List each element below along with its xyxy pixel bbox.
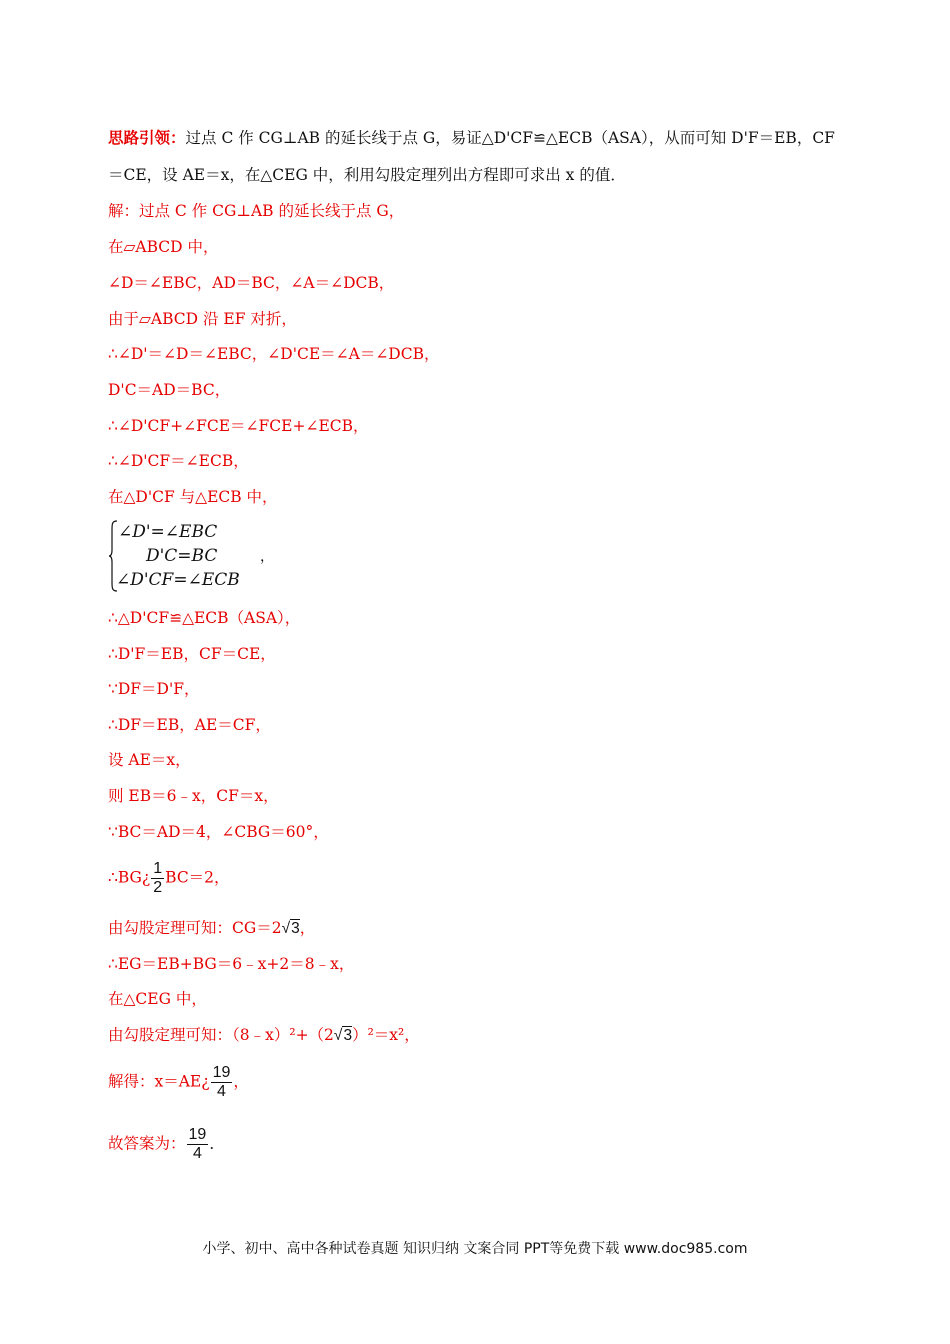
result-prefix: 解得：x＝AE¿ [108, 1072, 210, 1091]
fraction-denominator: 4 [192, 1145, 202, 1162]
solution-line-8: ∴∠D'CF＝∠ECB， [108, 452, 249, 470]
fraction-one-half [151, 860, 164, 897]
sqrt-icon: √3 [333, 1027, 353, 1044]
solution-line-19: ∴EG＝EB+BG＝6﹣x+2＝8﹣x， [108, 955, 355, 973]
solution-line-21 [108, 1025, 420, 1046]
solution-line-5: ∴∠D'＝∠D＝∠EBC，∠D'CE＝∠A＝∠DCB， [108, 345, 440, 363]
fraction-numerator: 1 [153, 860, 163, 877]
answer-line [108, 1126, 225, 1163]
page-footer: 小学、初中、高中各种试卷真题 知识归纳 文案合同 PPT等免费下载 www.doc985.com [202, 1241, 748, 1257]
hint-line-1 [108, 128, 835, 148]
solution-line-18 [108, 918, 315, 939]
solution-line-4: 由于▱ABCD 沿 EF 对折， [108, 310, 297, 328]
fraction-numerator: 19 [212, 1064, 231, 1081]
solution-line-17 [108, 860, 230, 897]
radicand: 3 [343, 1027, 353, 1044]
system-row-1: ∠D'=∠EBC [118, 522, 218, 542]
equation-system [108, 520, 278, 592]
fraction-numerator: 19 [188, 1126, 207, 1143]
answer-suffix: ． [209, 1134, 225, 1153]
system-row-2: D'C=BC [146, 546, 218, 566]
solution-line-1: 解：过点 C 作 CG⊥AB 的延长线于点 G， [108, 202, 405, 220]
solution-line-6: D'C＝AD＝BC， [108, 381, 231, 399]
hint-line-2: ＝CE，设 AE＝x，在△CEG 中，利用勾股定理列出方程即可求出 x 的值． [108, 166, 626, 184]
solution-line-3: ∠D＝∠EBC，AD＝BC，∠A＝∠DCB， [108, 274, 395, 292]
result-suffix: ， [233, 1072, 249, 1091]
solution-line-15: 则 EB＝6﹣x，CF＝x， [108, 787, 279, 805]
solution-line-11: ∴D'F＝EB，CF＝CE， [108, 645, 276, 663]
bg-suffix: BC＝2， [165, 868, 230, 887]
cg-prefix: 由勾股定理可知：CG＝2 [108, 919, 282, 937]
solution-line-13: ∴DF＝EB，AE＝CF， [108, 716, 271, 734]
solution-line-16: ∵BC＝AD＝4，∠CBG＝60°， [108, 823, 329, 841]
radicand: 3 [291, 920, 300, 937]
solution-line-20: 在△CEG 中， [108, 990, 207, 1008]
sqrt-icon: √3 [281, 920, 300, 937]
answer-prefix: 故答案为： [108, 1134, 186, 1153]
solution-line-12: ∵DF＝D'F， [108, 680, 200, 698]
bg-prefix: ∴BG¿ [108, 868, 151, 887]
cg-suffix: ， [299, 919, 316, 937]
solution-line-2: 在▱ABCD 中， [108, 238, 219, 256]
fraction-19-4 [211, 1064, 233, 1101]
solution-line-22 [108, 1064, 249, 1101]
pythag-prefix: 由勾股定理可知：（8﹣x）²+（2 [108, 1026, 334, 1044]
system-row-3: ∠D'CF=∠ECB [116, 570, 240, 590]
fraction-denominator: 4 [217, 1083, 226, 1100]
solution-line-9: 在△D'CF 与△ECB 中， [108, 488, 278, 506]
hint-text-1: 过点 C 作 CG⊥AB 的延长线于点 G，易证△D'CF≌△ECB（ASA），从而可知 D'F＝EB，CF [185, 129, 835, 147]
solution-line-10: ∴△D'CF≌△ECB（ASA）， [108, 609, 301, 627]
solution-line-7: ∴∠D'CF+∠FCE＝∠FCE+∠ECB， [108, 417, 369, 435]
fraction-denominator: 2 [153, 879, 163, 896]
hint-label: 思路引领： [108, 128, 186, 147]
answer-fraction [187, 1126, 209, 1163]
pythag-suffix: ）²＝x²， [352, 1026, 420, 1044]
solution-line-14: 设 AE＝x， [108, 751, 191, 769]
system-comma: ， [260, 549, 274, 565]
